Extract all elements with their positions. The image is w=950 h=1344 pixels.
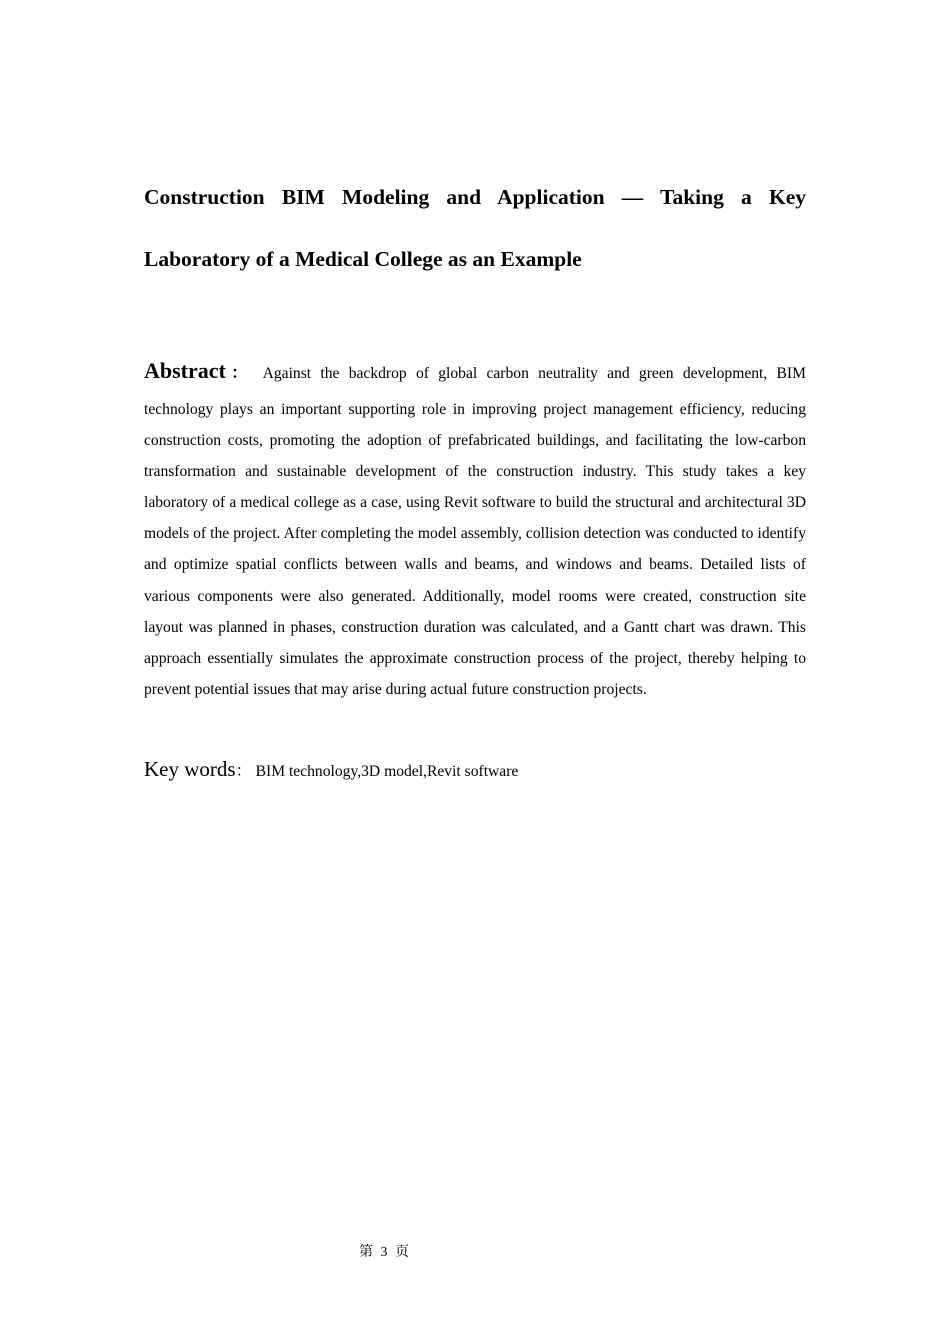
- abstract-section: [144, 352, 806, 705]
- abstract-body: technology plays an important supporting role in improving project management efficiency, reducing construction costs, promoting the adoption of prefabricated buildings, and facilitating the low-carbon transformation and sustainable development of the construction industry. This study takes a key laboratory of a medical college as a case, using Revit software to build the structural and architectural 3D models of the project. After completing the model assembly, collision detection was conducted to identify and optimize spatial conflicts between walls and beams, and windows and beams. Detailed lists of various components were also generated. Additionally, model rooms were created, construction site layout was planned in phases, construction duration was calculated, and a Gantt chart was drawn. This approach essentially simulates the approximate construction process of the project, thereby helping to prevent potential issues that may arise during actual future construction projects.: [144, 401, 806, 698]
- keywords-section: [144, 754, 806, 787]
- abstract-label: Abstract: [144, 358, 226, 383]
- keywords-colon: ：: [235, 761, 252, 780]
- page-number: 第 3 页: [359, 1245, 411, 1260]
- keywords-label: Key words: [144, 757, 236, 781]
- abstract-colon: ：: [225, 363, 253, 382]
- abstract-first-line-text: Against the backdrop of global carbon neutrality and green development, BIM: [262, 365, 806, 382]
- paper-title: Construction BIM Modeling and Application — Taking a Key Laboratory of a Medical College as an Example: [144, 185, 806, 271]
- abstract-first-line: [144, 352, 806, 394]
- keywords-value: BIM technology,3D model,Revit software: [255, 763, 519, 780]
